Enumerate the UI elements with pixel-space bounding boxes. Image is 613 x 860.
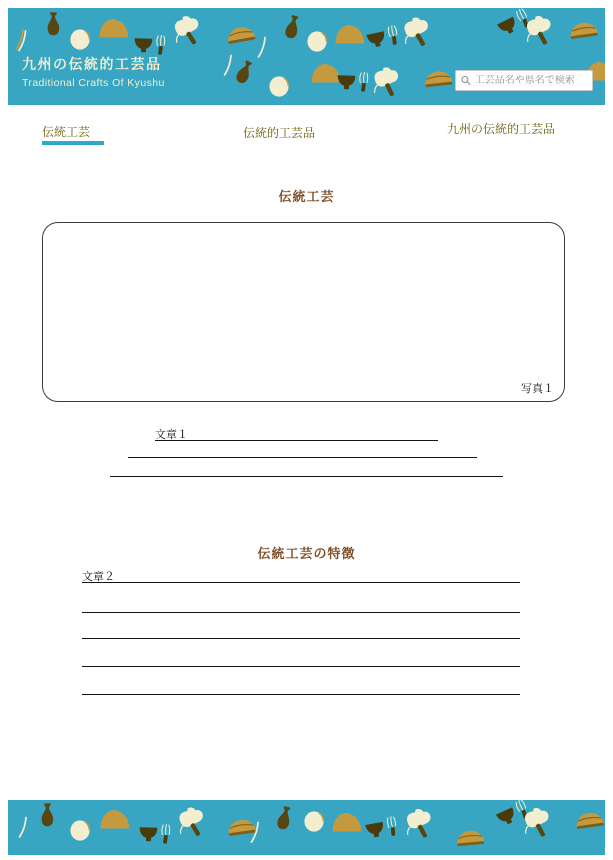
text-block-1-line	[128, 457, 477, 458]
wooden-mallet-icon	[371, 65, 401, 98]
wooden-mallet-icon	[404, 807, 433, 839]
clay-ball-icon	[70, 29, 89, 49]
wooden-mallet-icon	[522, 806, 551, 838]
brush-stroke-icon	[17, 30, 26, 51]
photo-placeholder-box	[42, 222, 565, 402]
section-heading-tokuchou: 伝統工芸の特徴	[257, 546, 356, 561]
text-block-1-line	[110, 476, 503, 477]
brush-stroke-icon	[259, 38, 266, 58]
wooden-mallet-icon	[177, 806, 205, 837]
search-input[interactable]	[475, 75, 587, 86]
wooden-mallet-icon	[173, 15, 200, 46]
site-subtitle: Traditional Crafts Of Kyushu	[22, 77, 165, 89]
tea-bowl-whisk-icon	[496, 8, 532, 39]
nav-item-dentou-kougei[interactable]: 伝統工芸	[42, 125, 91, 139]
clay-ball-icon	[70, 820, 89, 840]
search-icon	[461, 75, 471, 86]
header-banner	[8, 8, 605, 105]
text-block-2-line	[82, 694, 520, 695]
bun-icon	[101, 810, 130, 829]
section-heading-dentou-kougei: 伝統工芸	[278, 189, 335, 204]
tea-bowl-whisk-icon	[366, 25, 400, 51]
bread-loaf-icon	[575, 811, 604, 829]
search-box[interactable]	[455, 70, 593, 91]
active-tab-underline	[42, 141, 104, 145]
sake-bottle-icon	[234, 59, 254, 85]
bun-icon	[100, 19, 129, 38]
sake-bottle-icon	[276, 805, 293, 830]
brush-stroke-icon	[20, 818, 27, 838]
clay-ball-icon	[304, 811, 323, 831]
text-block-2-label: 文章２	[82, 571, 115, 583]
text-block-2-line	[82, 666, 520, 667]
sake-bottle-icon	[284, 14, 301, 39]
brush-stroke-icon	[225, 56, 232, 76]
bread-loaf-icon	[424, 70, 453, 87]
wooden-mallet-icon	[524, 14, 553, 46]
tea-bowl-whisk-icon	[140, 824, 170, 844]
tea-bowl-whisk-icon	[338, 72, 368, 92]
site-title: 九州の伝統的工芸品	[22, 56, 162, 72]
sake-bottle-icon	[48, 12, 60, 35]
sake-bottle-icon	[42, 803, 54, 826]
bread-loaf-icon	[569, 21, 598, 39]
tea-bowl-whisk-icon	[365, 816, 398, 841]
bun-icon	[336, 25, 365, 44]
bread-loaf-icon	[226, 25, 255, 44]
text-block-2-line	[82, 582, 520, 583]
text-block-1-label: 文章１	[155, 429, 188, 441]
site-title-block	[22, 54, 165, 89]
clay-ball-icon	[269, 76, 288, 96]
photo-label: 写真１	[521, 383, 554, 395]
wooden-mallet-icon	[402, 16, 430, 47]
bread-loaf-icon	[456, 830, 484, 847]
nav-item-kyushu-dentouteki-kougeihin[interactable]: 九州の伝統的工芸品	[447, 122, 556, 136]
nav-item-dentouteki-kougeihin[interactable]: 伝統的工芸品	[243, 126, 316, 140]
footer-banner	[8, 800, 605, 855]
tea-bowl-whisk-icon	[135, 35, 165, 55]
text-block-2-line	[82, 638, 520, 639]
bread-loaf-icon	[227, 818, 256, 836]
text-block-2-line	[82, 612, 520, 613]
bun-icon	[312, 64, 341, 83]
clay-ball-icon	[307, 31, 326, 51]
tea-bowl-whisk-icon	[495, 800, 531, 830]
text-block-1-line	[155, 440, 438, 441]
footer-decoration-pattern	[8, 800, 605, 855]
bun-icon	[333, 813, 362, 832]
